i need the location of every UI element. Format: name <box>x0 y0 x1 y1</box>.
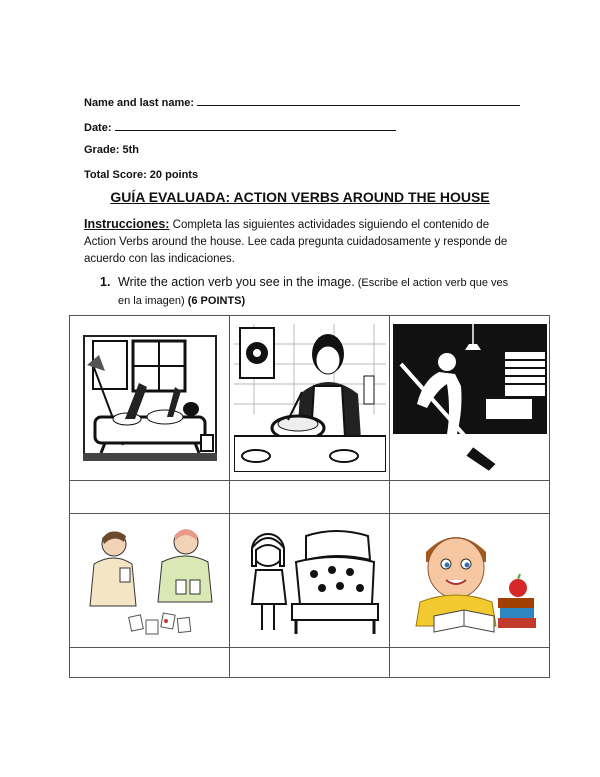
answer-cell-3[interactable] <box>390 481 550 514</box>
image-cell-6 <box>390 514 550 648</box>
sweeping-icon <box>393 324 547 472</box>
question-1 <box>100 274 510 310</box>
question-points: (6 POINTS) <box>187 295 246 307</box>
image-cell-4 <box>70 514 230 648</box>
date-label: Date: <box>84 122 112 134</box>
name-label: Name and last name: <box>84 97 195 109</box>
image-cell-1 <box>70 316 230 481</box>
playing-cards-icon <box>80 522 220 640</box>
image-cell-3 <box>390 316 550 481</box>
answer-cell-5[interactable] <box>230 648 390 678</box>
answer-cell-4[interactable] <box>70 648 230 678</box>
page-title: GUÍA EVALUADA: ACTION VERBS AROUND THE HOUSE <box>110 189 490 205</box>
instructions-label: Instrucciones: <box>84 217 170 231</box>
answer-cell-2[interactable] <box>230 481 390 514</box>
instructions-text: Completa las siguientes actividades siguiendo el contenido de Action Verbs around the house. Lee cada pregunta cuidadosamente y responde de acuerdo con las indicaciones. <box>84 219 508 265</box>
image-answer-table <box>69 315 550 678</box>
instructions-paragraph <box>84 216 514 268</box>
making-bed-icon <box>240 522 380 640</box>
date-answer-line[interactable] <box>115 119 396 131</box>
image-cell-2 <box>230 316 390 481</box>
name-field <box>84 94 520 109</box>
question-spanish: (Escribe el action verb que ves en la imagen) <box>118 277 509 307</box>
answer-cell-6[interactable] <box>390 648 550 678</box>
cooking-icon <box>234 324 386 472</box>
question-text: Write the action verb you see in the image. <box>118 275 355 289</box>
date-field <box>84 119 396 134</box>
image-cell-5 <box>230 514 390 648</box>
question-number: 1. <box>100 275 111 289</box>
answer-cell-1[interactable] <box>70 481 230 514</box>
grade-text: Grade: 5th <box>84 144 140 156</box>
total-score-text: Total Score: 20 points <box>84 169 199 181</box>
bathtub-icon <box>83 335 217 461</box>
name-answer-line[interactable] <box>197 94 520 106</box>
reading-icon <box>400 522 540 640</box>
